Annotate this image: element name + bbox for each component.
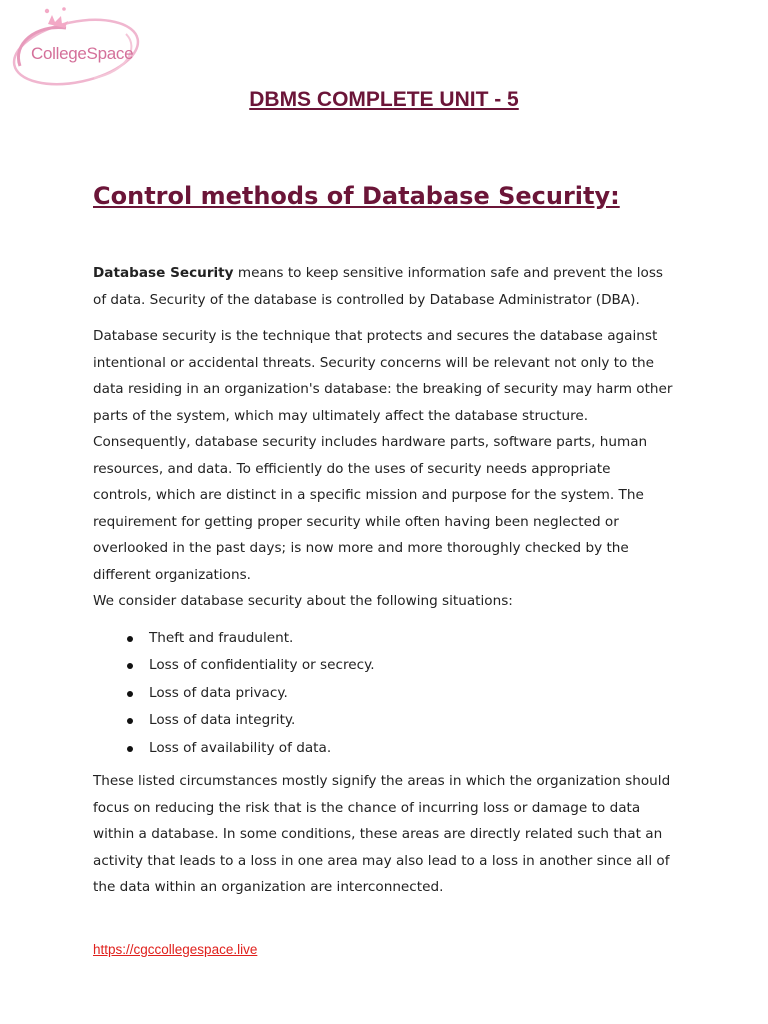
bullet-icon [127,691,133,697]
list-item-text: Loss of availability of data. [149,739,332,756]
summary-paragraph: These listed circumstances mostly signify the areas in which the organization should focus on reducing the risk that is the chance of incurring loss or damage to data within a database. In some conditions, these areas are directly related such that an activity that leads to a loss in one area may also lead to a loss in another since all of the data within an organization are interconnected. [93,773,671,895]
intro-lead-term: Database Security [93,265,234,281]
list-item [93,735,673,763]
intro-text: means to keep sensitive information safe and prevent the loss of data. Security of the database is controlled by Database Administrator (DBA). [93,265,664,308]
list-item-text: Loss of data integrity. [149,712,296,728]
logo-text: CollegeSpace [31,44,134,63]
list-item [93,625,673,653]
document-body [93,260,673,901]
list-item [93,680,673,708]
section-heading: Control methods of Database Security: [93,182,620,210]
bullet-icon [127,718,133,724]
list-item [93,652,673,680]
security-paragraph: Database security is the technique that protects and secures the database against intentional or accidental threats. Security concerns will be relevant not only to the data residing in an organization's database: the breaking of security may harm other parts of the system, which may ultimately affect the database structure. Consequently, database security includes hardware parts, software parts, human resources, and data. To efficiently do the uses of security needs appropriate controls, which are distinct in a specific mission and purpose for the system. The requirement for getting proper security while often having been neglected or overlooked in the past days; is now more and more thoroughly checked by the different organizations. [93,328,673,583]
bullet-icon [127,636,133,642]
bullet-icon [127,663,133,669]
situations-intro: We consider database security about the following situations: [93,593,513,609]
list-item-text: Theft and fraudulent. [149,629,294,646]
bullet-icon [127,746,133,752]
situations-list [93,625,673,763]
list-item-text: Loss of data privacy. [149,684,288,701]
intro-paragraph [93,260,673,313]
collegespace-logo [8,4,148,88]
website-link[interactable]: https://cgccollegespace.live [93,942,258,957]
list-item [93,707,673,735]
document-title: DBMS COMPLETE UNIT - 5 [249,88,519,111]
list-item-text: Loss of confidentiality or secrecy. [149,657,375,673]
